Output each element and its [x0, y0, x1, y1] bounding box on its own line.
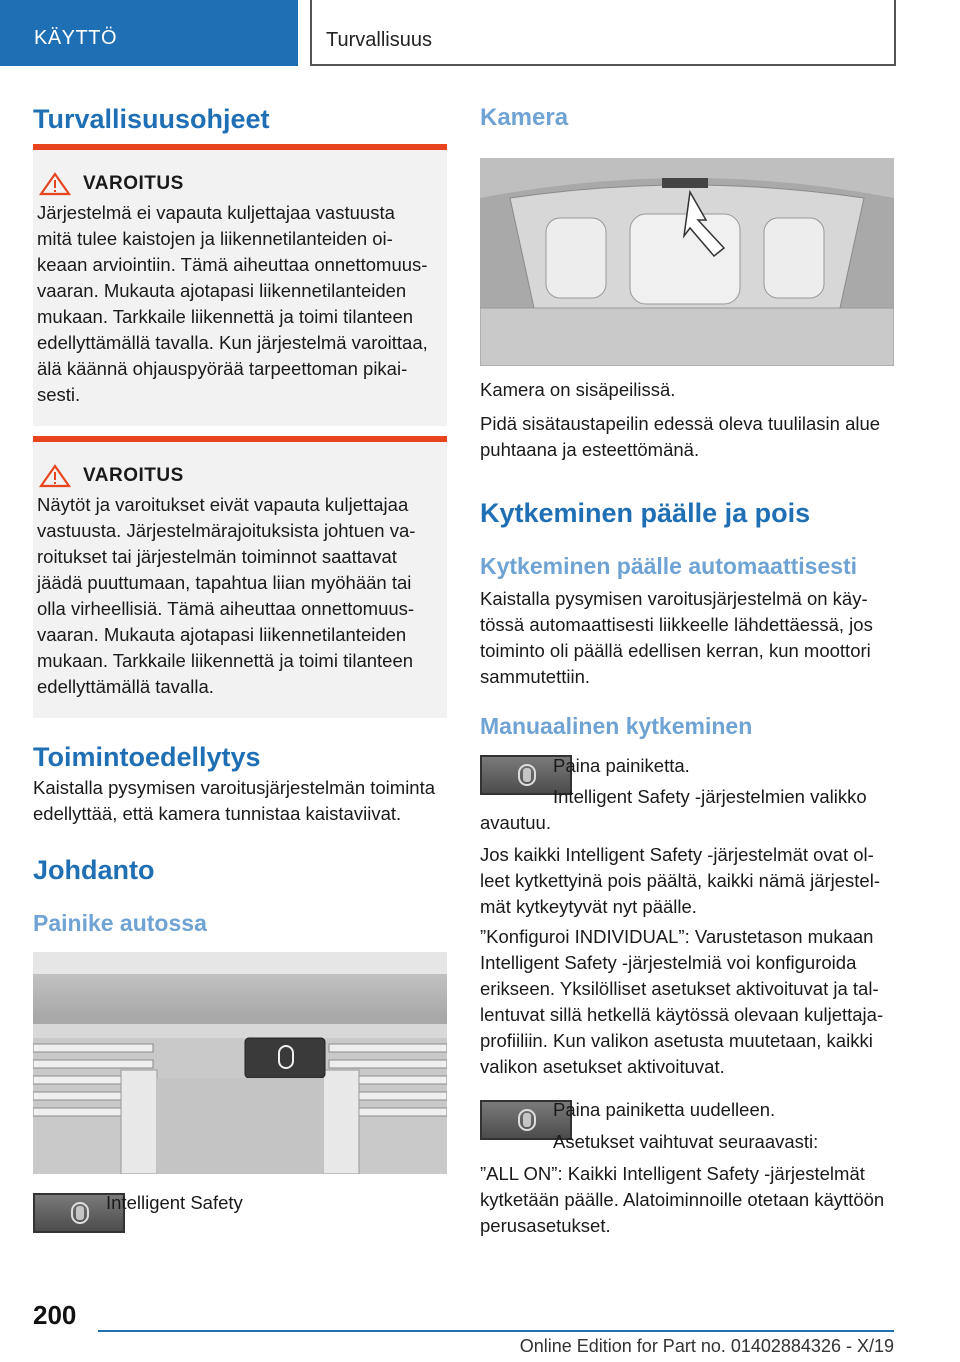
button-title: Painike autossa: [33, 910, 207, 936]
warning-text-1: Järjestelmä ei vapauta kuljettajaa vastuusta mitä tulee kaistojen ja liikennetilanteiden oi- keaan arviointiin. Tämä aiheuttaa onnettomuus- vaaran. Mukauta ajotapasi liikennetilanteiden mukaan. Tarkkaile liikennettä ja toimi tilanteen edellyttämällä tavalla. Kun järjestelmä varoittaa, älä käännä ohjauspyörää tarpeettoman pikai- sesti.: [37, 202, 428, 405]
requirements-title: Toimintoedellytys: [33, 742, 261, 772]
camera-illustration: [480, 158, 894, 366]
requirements-section: [33, 742, 447, 827]
manual-step-1b-a: Intelligent Safety -järjestelmien valikko: [553, 786, 867, 807]
manual-text-3: ”Konfiguroi INDIVIDUAL”: Varustetason mukaan Intelligent Safety -järjestelmiä voi konfiguroida erikseen. Yksilölliset asetukset aktivoituvat ja tal- lentuvat sillä hetkellä käytössä olevaan kuljettaja- profiiliin. Kun valikon asetusta muutetaan, kaikki valikon asetukset aktivoituvat.: [480, 926, 884, 1077]
auto-title: Kytkeminen päälle automaattisesti: [480, 553, 858, 579]
camera-title: Kamera: [480, 104, 569, 131]
intro-title: Johdanto: [33, 855, 155, 885]
header-chapter: Turvallisuus: [326, 29, 432, 51]
camera-text-1: Kamera on sisäpeilissä.: [480, 379, 676, 400]
requirements-text: Kaistalla pysymisen varoitusjärjestelmän toiminta edellyttää, että kamera tunnistaa kaistaviivat.: [33, 777, 436, 824]
camera-text-2: Pidä sisätaustapeilin edessä oleva tuulilasin alue puhtaana ja esteettömänä.: [480, 413, 881, 460]
warning-text-2: Näytöt ja varoitukset eivät vapauta kuljettajaa vastuusta. Järjestelmärajoituksista johtuen va- roitukset tai järjestelmän toiminnot saattavat jäädä puuttumaan, tapahtua liian myöhään tai olla virheellisiä. Tämä aiheuttaa onnettomuus- vaaran. Mukauta ajotapasi liikennetilanteiden mukaan. Tarkkaile liikennettä ja toimi tilanteen edellyttämällä tavalla.: [37, 494, 416, 697]
warning-triangle-icon: [39, 172, 71, 196]
header-section: KÄYTTÖ: [34, 27, 118, 49]
warning-triangle-icon: [39, 464, 71, 488]
warning-label-2: VAROITUS: [83, 465, 184, 486]
warning-label-1: VAROITUS: [83, 173, 184, 194]
button-caption: Intelligent Safety: [106, 1192, 243, 1213]
manual-step-2b: Asetukset vaihtuvat seuraavasti:: [553, 1131, 819, 1152]
left-title: Turvallisuusohjeet: [33, 104, 270, 134]
warning-box-1: [33, 144, 447, 426]
auto-text: Kaistalla pysymisen varoitusjärjestelmä on käy- tössä automaattisesti liikkeelle lähdettäessä, jos toiminto oli päällä edellisen kerran, kun moottori sammutettiin.: [480, 588, 873, 687]
manual-step-1: Paina painiketta.: [553, 755, 690, 776]
footer-rule: [98, 1330, 894, 1332]
manual-title: Manuaalinen kytkeminen: [480, 713, 753, 739]
onoff-title: Kytkeminen päälle ja pois: [480, 498, 811, 528]
manual-text-4: ”ALL ON”: Kaikki Intelligent Safety -järjestelmät kytketään päälle. Alatoiminnoille otetaan käyttöön perusasetukset.: [480, 1163, 885, 1236]
edition-note: Online Edition for Part no. 01402884326 - X/19: [519, 1336, 894, 1356]
manual-step-2: Paina painiketta uudelleen.: [553, 1099, 776, 1120]
header-chapter-tab: [312, 0, 896, 66]
dashboard-button-illustration: [33, 952, 447, 1174]
warning-box-2: [33, 436, 447, 718]
header-section-tab: [0, 0, 298, 66]
manual-text-2: Jos kaikki Intelligent Safety -järjestelmät ovat ol- leet kytkettyinä pois päältä, kaikki nämä järjestel- mät kytkeytyvät nyt päälle.: [480, 844, 880, 917]
page-number: 200: [33, 1300, 77, 1330]
manual-step-1b-b: avautuu.: [480, 812, 551, 833]
